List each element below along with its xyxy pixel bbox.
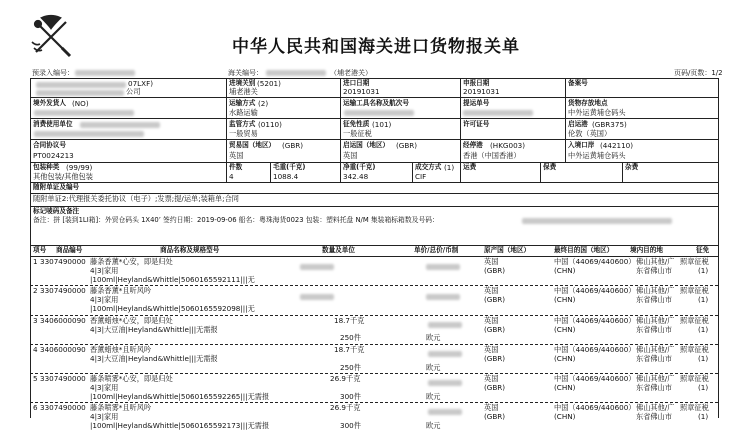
deal-label: 成交方式 [415, 163, 442, 171]
table-row-levy-code: (1) [698, 266, 709, 275]
table-row-currency: 欧元 [426, 333, 441, 342]
storage-value: 中外运黄埔仓码头 [568, 108, 626, 117]
transport-name: 水路运输 [229, 108, 258, 117]
qty-redacted [300, 264, 334, 270]
table-row-levy-code: (1) [698, 295, 709, 304]
table-row-levy: 照章征税 [680, 286, 709, 295]
package-label: 包装种类 [33, 163, 60, 171]
col-code: 商品编号 [56, 246, 83, 254]
import-date-value: 20191031 [343, 87, 380, 96]
table-row-dest2: (CHN) [554, 354, 576, 363]
col-item-no: 项号 [33, 246, 47, 254]
stop-port-code: (HKG003) [490, 141, 526, 150]
pre-entry-label: 预录入编号： [32, 69, 74, 77]
table-row-spec1: 4|3|家用 [90, 295, 119, 304]
qty-redacted [300, 294, 334, 300]
table-row-origin: 英国 [484, 257, 499, 266]
net-label: 净重(千克) [343, 163, 376, 171]
table-row-origin-code: (GBR) [484, 295, 506, 304]
supervision-name: 一般贸易 [229, 129, 258, 138]
entry-port-label: 进境关别 [229, 79, 256, 87]
table-row-spec2: |100ml|Heyland&Whittle|5060165592098|||无 [90, 304, 255, 313]
table-row-dest2: (CHN) [554, 266, 576, 275]
table-row-domestic2: 东省佛山市 [636, 295, 672, 304]
table-row-dest: 中国（44069/440600） [554, 403, 636, 412]
levy-code: (101) [372, 120, 392, 129]
consumer-label: 消费使用单位 [33, 120, 73, 128]
table-row-domestic: 佛山其他/广 [636, 316, 675, 325]
table-row-domestic2: 东省佛山市 [636, 383, 672, 392]
table-row-domestic2: 东省佛山市 [636, 325, 672, 334]
table-row-code: 3406000090 [40, 316, 86, 325]
entry-port-name: 埔老港关 [229, 87, 258, 96]
consumer-code-redacted [80, 122, 160, 128]
trade-country-code: (GBR) [282, 141, 304, 150]
table-row-domestic: 佛山其他/广 [636, 345, 675, 354]
consignee-name-redacted [36, 90, 124, 96]
table-row-levy: 照章征税 [680, 257, 709, 266]
pieces-value: 4 [229, 172, 234, 181]
table-row-spec1: 4|3|家用 [90, 266, 119, 275]
table-row-origin: 英国 [484, 374, 499, 383]
col-name: 商品名称及规格型号 [160, 246, 220, 254]
price-redacted [426, 294, 460, 300]
table-row-no: 2 [33, 286, 38, 295]
trade-country-name: 英国 [229, 151, 244, 160]
deal-code: (1) [444, 163, 455, 172]
table-row-no: 6 [33, 403, 38, 412]
consignor-value: (NO) [72, 99, 89, 108]
table-row-spec1: 4|3|大豆油|Heyland&Whittle|||无需报 [90, 325, 218, 334]
gross-label: 毛重(千克) [273, 163, 306, 171]
table-row-domestic: 佛山其他/广 [636, 286, 675, 295]
table-row-origin-code: (GBR) [484, 412, 506, 421]
table-row-levy: 照章征税 [680, 345, 709, 354]
col-origin: 原产国（地区） [484, 246, 531, 254]
table-row-origin: 英国 [484, 286, 499, 295]
table-row-qty: 26.9千克 [330, 403, 361, 412]
insurance-label: 保费 [543, 163, 557, 171]
table-row-currency: 欧元 [426, 363, 441, 372]
table-row-dest2: (CHN) [554, 325, 576, 334]
customs-no-redacted [266, 70, 326, 76]
contract-value: PT0024213 [33, 151, 74, 160]
table-row-code: 3307490000 [40, 403, 86, 412]
table-row-spec1: 4|3|家用 [90, 383, 119, 392]
pre-entry-redacted [75, 70, 135, 76]
origin-country-label: 启运国（地区） [343, 141, 390, 149]
levy-label: 征免性质 [343, 120, 370, 128]
bill-label: 提运单号 [463, 99, 490, 107]
table-row-origin-code: (GBR) [484, 383, 506, 392]
table-row-domestic: 佛山其他/广 [636, 403, 675, 412]
origin-country-code: (GBR) [396, 141, 418, 150]
customs-name: （埔老港关） [330, 69, 372, 77]
levy-name: 一般征税 [343, 129, 372, 138]
table-row-spec1: 4|3|家用 [90, 412, 119, 421]
vessel-redacted [344, 110, 414, 116]
table-row-origin-code: (GBR) [484, 266, 506, 275]
table-row-dest2: (CHN) [554, 383, 576, 392]
table-row-name: 藤条喷雾*且听风吟 [90, 403, 152, 412]
entry-place-code: (442110) [600, 141, 634, 150]
table-row-spec2: |100ml|Heyland&Whittle|5060165592111|||无 [90, 275, 255, 284]
table-row-dest: 中国（44069/440600） [554, 316, 636, 325]
trade-country-label: 贸易国（地区） [229, 141, 276, 149]
table-row-levy: 照章征税 [680, 403, 709, 412]
transport-label: 运输方式 [229, 99, 256, 107]
table-row-dest2: (CHN) [554, 412, 576, 421]
pieces-label: 件数 [229, 163, 243, 171]
container-no-redacted [522, 218, 672, 224]
consignee-redacted [36, 82, 126, 88]
col-levy: 征免 [696, 246, 710, 254]
price-redacted [428, 409, 462, 415]
page-title: 中华人民共和国海关进口货物报关单 [232, 37, 520, 57]
table-row-domestic: 佛山其他/广 [636, 374, 675, 383]
table-row-code: 3307490000 [40, 286, 86, 295]
stop-port-name: 香港（中国香港） [463, 151, 521, 160]
price-redacted [426, 264, 460, 270]
table-row-currency: 欧元 [426, 421, 441, 430]
table-row-origin-code: (GBR) [484, 325, 506, 334]
supervision-code: (0110) [258, 120, 282, 129]
docs-label: 随附单证及编号 [33, 183, 80, 191]
storage-label: 货物存放地点 [568, 99, 608, 107]
price-redacted [428, 322, 462, 328]
misc-label: 杂费 [625, 163, 639, 171]
table-row-origin: 英国 [484, 403, 499, 412]
table-row-levy-code: (1) [698, 325, 709, 334]
import-date-label: 进口日期 [343, 79, 370, 87]
entry-port-code: (5201) [257, 79, 281, 88]
departure-port-label: 启运港 [568, 120, 588, 128]
col-price: 单价/总价/币制 [414, 246, 459, 254]
declare-date-label: 申报日期 [463, 79, 490, 87]
table-row-currency: 欧元 [426, 392, 441, 401]
table-row-dest: 中国（44069/440600） [554, 257, 636, 266]
table-row-qty: 18.7千克 [334, 345, 365, 354]
stop-port-label: 经停港 [463, 141, 483, 149]
gross-value: 1088.4 [273, 172, 299, 181]
net-value: 342.48 [343, 172, 369, 181]
table-row-origin: 英国 [484, 316, 499, 325]
package-name: 其他包装/其他包装 [33, 172, 93, 181]
supervision-label: 监管方式 [229, 120, 256, 128]
package-code: (99/99) [66, 163, 93, 172]
col-domestic: 境内目的地 [630, 246, 663, 254]
freight-label: 运费 [463, 163, 477, 171]
table-row-origin: 英国 [484, 345, 499, 354]
docs-value: 随附单证2:代理报关委托协议（电子）;发票;提/运单;装箱单;合同 [33, 194, 239, 203]
table-row-levy-code: (1) [698, 412, 709, 421]
bill-redacted [463, 110, 533, 116]
table-row-domestic2: 东省佛山市 [636, 412, 672, 421]
table-row-levy-code: (1) [698, 383, 709, 392]
table-row-dest: 中国（44069/440600） [554, 286, 636, 295]
col-dest-country: 最终目的国（地区） [554, 246, 614, 254]
table-row-dest: 中国（44069/440600） [554, 345, 636, 354]
table-row-code: 3406000090 [40, 345, 86, 354]
table-row-spec2: |100ml|Heyland&Whittle|5060165592265|||无需报 [90, 392, 270, 401]
table-row-qty2: 300件 [340, 421, 361, 430]
table-row-name: 香薰蜡烛*心安，即是归处 [90, 316, 173, 325]
table-row-domestic2: 东省佛山市 [636, 266, 672, 275]
entry-place-name: 中外运黄埔仓码头 [568, 151, 626, 160]
contract-label: 合同协议号 [33, 141, 66, 149]
customs-emblem-logo [28, 14, 74, 60]
entry-place-label: 入境口岸 [568, 141, 595, 149]
table-row-domestic: 佛山其他/广 [636, 257, 675, 266]
consumer-name-redacted [34, 131, 144, 137]
origin-country-name: 英国 [343, 151, 358, 160]
table-row-code: 3307490000 [40, 374, 86, 383]
table-row-no: 3 [33, 316, 38, 325]
consignee-name-tail: 公司 [126, 87, 141, 96]
table-row-no: 4 [33, 345, 38, 354]
table-row-levy: 照章征税 [680, 374, 709, 383]
customs-no-label: 海关编号： [228, 69, 263, 77]
table-row-code: 3307490000 [40, 257, 86, 266]
declare-date-value: 20191031 [463, 87, 500, 96]
table-row-name: 藤条香薰*心安，即是归处 [90, 257, 173, 266]
page-count: 页码/页数：1/2 [674, 69, 723, 77]
marks-value: 备注：拼 [装到1LI箱]：外贸仓码头 1X40’ 签约日期：2019-09-06 船名：粤珠海货0023 包装：塑料托盘 N/M 集装箱标箱数及号码： [33, 216, 439, 224]
transport-code: (2) [258, 99, 269, 108]
consignor-label: 境外发货人 [33, 99, 66, 107]
record-no-label: 备案号 [568, 79, 588, 87]
table-row-name: 香薰蜡烛*且听风吟 [90, 345, 152, 354]
vessel-label: 运输工具名称及航次号 [343, 99, 409, 107]
table-row-name: 藤条喷雾*心安，即是归处 [90, 374, 173, 383]
table-row-name: 藤条香薰*且听风吟 [90, 286, 152, 295]
table-row-dest2: (CHN) [554, 295, 576, 304]
price-redacted [428, 351, 462, 357]
table-row-dest: 中国（44069/440600） [554, 374, 636, 383]
table-row-spec1: 4|3|大豆油|Heyland&Whittle|||无需报 [90, 354, 218, 363]
table-row-qty2: 300件 [340, 392, 361, 401]
table-row-qty: 18.7千克 [334, 316, 365, 325]
table-row-spec2: |100ml|Heyland&Whittle|5060165592173|||无需报 [90, 421, 270, 430]
col-qty: 数量及单位 [322, 246, 355, 254]
table-row-qty2: 250件 [340, 333, 361, 342]
table-row-no: 5 [33, 374, 38, 383]
table-row-qty: 26.9千克 [330, 374, 361, 383]
table-row-origin-code: (GBR) [484, 354, 506, 363]
price-redacted [428, 380, 462, 386]
deal-name: CIF [415, 172, 427, 181]
departure-port-name: 伦敦（英国） [568, 129, 612, 138]
consignee-code-tail: 07LXF) [128, 79, 154, 88]
table-row-levy-code: (1) [698, 354, 709, 363]
license-label: 许可证号 [463, 120, 490, 128]
departure-port-code: (GBR375) [592, 120, 627, 129]
table-row-levy: 照章征税 [680, 316, 709, 325]
table-row-domestic2: 东省佛山市 [636, 354, 672, 363]
marks-label: 标记唛码及备注 [33, 207, 80, 215]
table-row-qty2: 250件 [340, 363, 361, 372]
consignor-name-redacted [34, 110, 134, 116]
table-row-no: 1 [33, 257, 38, 266]
